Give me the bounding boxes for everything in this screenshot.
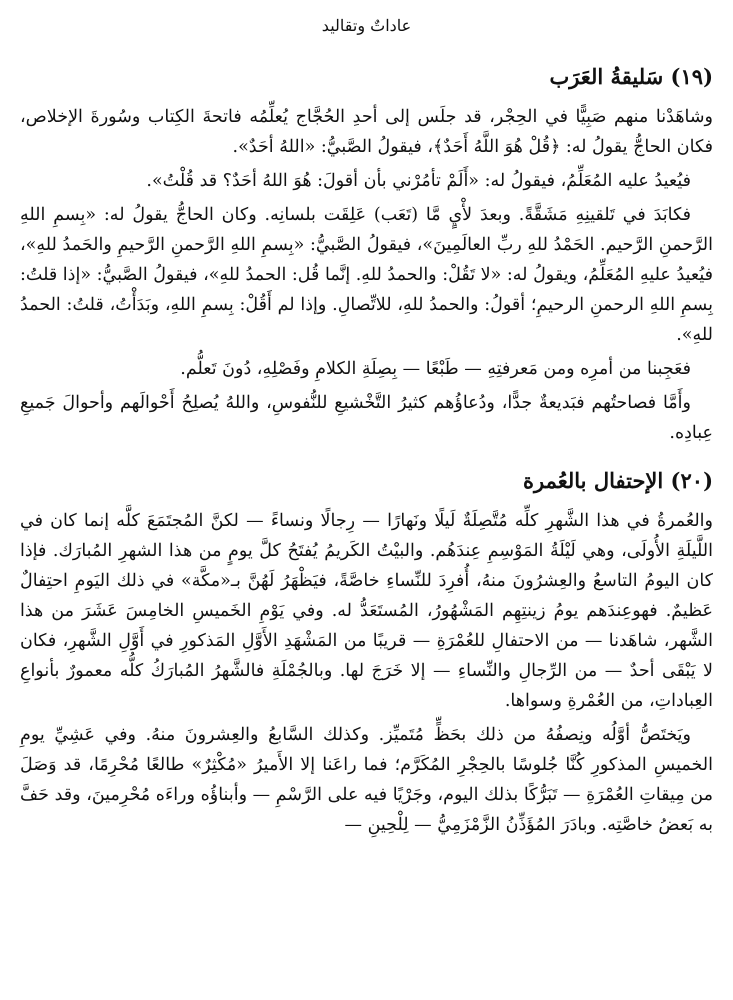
paragraph: ويَختَصُّ أوَّلُه ونِصفُهُ من ذلك بحَظٍّ مُتَميِّز. وكذلك السَّابعُ والعِشرونَ منهُ. وفي عَشِيِّ يومِ الخميسِ المذكورِ كُنَّا جُلوسًا بالحِجْرِ المُكَرَّم؛ فما راعَنا إلا الأَميرُ «مُكْثِرٌ» طالعًا مُحْرِمًا، قد وَصَلَ من مِيقاتِ العُمْرَةِ — تَبَرُّكًا بذلك اليوم، وجَرْيًا فيه على الرَّسْمِ — وأبناؤُه وراءَه مُحْرِمينَ، وقد حَفَّ به بَعضُ خاصَّتِه. وبادَرَ المُؤَذِّنُ الزَّمْزَمِيُّ — لِلْحِينِ — (20, 725, 713, 835)
paragraph: وشاهَدْنا منهم صَبِيًّا في الحِجْر، قد جلَس إلى أحدِ الحُجَّاج يُعلِّمُه فاتحةَ الكِتاب وسُورةَ الإخلاص، فكان الحاجُّ يقولُ له: ﴿قُلْ هُوَ اللَّهُ أَحَدٌ﴾، فيقولُ الصَّبيُّ: «اللهُ أحَدٌ». (20, 107, 713, 157)
paragraph: وأَمَّا فصاحتُهم فبَديعةٌ جدًّا، ودُعاؤُهم كثيرُ التَّخْشيعِ للنُّفوسِ، واللهُ يُصلِحُ أَحْوالَهم وأحوالَ جَميعِ عِبادِه. (20, 393, 713, 443)
paragraph: فيُعيدُ عليه المُعَلِّمُ، فيقولُ له: «أَلَمْ تأمُرْني بأن أقولَ: هُوَ اللهُ أحَدٌ؟ قد قُلْتُ». (146, 171, 691, 191)
running-header: عاداتٌ وتقاليد (321, 16, 412, 35)
section-20 (20, 466, 713, 840)
paragraph: فكابَدَ في تَلقينِهِ مَشَقَّةً. وبعدَ لأْيٍ مَّا (تَعَب) عَلِقَت بلسانِه. وكان الحاجُّ يقولُ له: «بِسمِ اللهِ الرَّحمنِ الرَّحيم. الحَمْدُ للهِ ربِّ العالَمِينَ»، فيقولُ الصَّبيُّ: «بِسمِ اللهِ الرَّحمنِ الرَّحيمِ والحَمدُ للهِ»، فيُعيدُ عليهِ المُعَلِّمُ، ويقولُ له: «لا تَقُلْ: والحمدُ للهِ. إنَّما قُل: الحمدُ للهِ»، فيقولُ الصَّبيُّ: «إذا قلتُ: بِسمِ اللهِ الرحمنِ الرحيمِ؛ أقولُ: والحمدُ للهِ، للاتِّصالِ. وإذا لم أَقُلْ: بِسمِ اللهِ، وبَدَأْتُ، قلتُ: الحمدُ للهِ». (20, 205, 713, 345)
section-19 (20, 62, 713, 448)
paragraph: والعُمرةُ في هذا الشَّهرِ كلِّه مُتَّصِلَةٌ لَيلًا ونَهارًا — رِجالًا ونساءً — لكنَّ المُجتَمَعَ كلَّه إنما كان في اللَّيلَةِ الأُولَى، وهي لَيْلَةُ المَوْسِمِ عِندَهُم. والبيْتُ الكَريمُ يُفتَحُ كلَّ يومٍ من هذا الشهرِ المُبارَك. فإذا كان اليومُ التاسعُ والعِشرُونَ منهُ، أُفرِدَ للنِّساءِ خاصَّةً، فيَظْهَرُ لَهُنَّ بـ«مكَّة» في ذلك اليَومِ احتِفالٌ عَظيمٌ. فهوعِندَهم يومُ زينتِهِم المَشْهُورُ، المُستَعَدُّ له. وفي يَوْمِ الخَميسِ الخامِسَ عَشَرَ من هذا الشَّهر، شاهَدنا — من الاحتفالِ للعُمْرَةِ — قريبًا من المَشْهَدِ الأَوَّلِ المَذكورِ في أَوَّلِ الشَّهرِ، فكان لا يَبْقَى أحدٌ — من الرِّجالِ والنِّساءِ — إلا خَرَجَ لها. وبالجُمْلَةِ فالشَّهرُ المُبارَكُ كلُّه معمورٌ بأنواعِ العِباداتِ، من العُمْرةِ وسواها. (20, 511, 713, 711)
section-heading: (٢٠) الإحتفال بالعُمرة (523, 468, 713, 493)
section-heading: (١٩) سَليقةُ العَرَب (549, 64, 713, 89)
paragraph: فعَجِبنا من أمرِه ومن مَعرفتِهِ — طَبْعًا — بِصِلَةِ الكلامِ وفَصْلِهِ، دُونَ تَعلُّم. (180, 359, 691, 379)
